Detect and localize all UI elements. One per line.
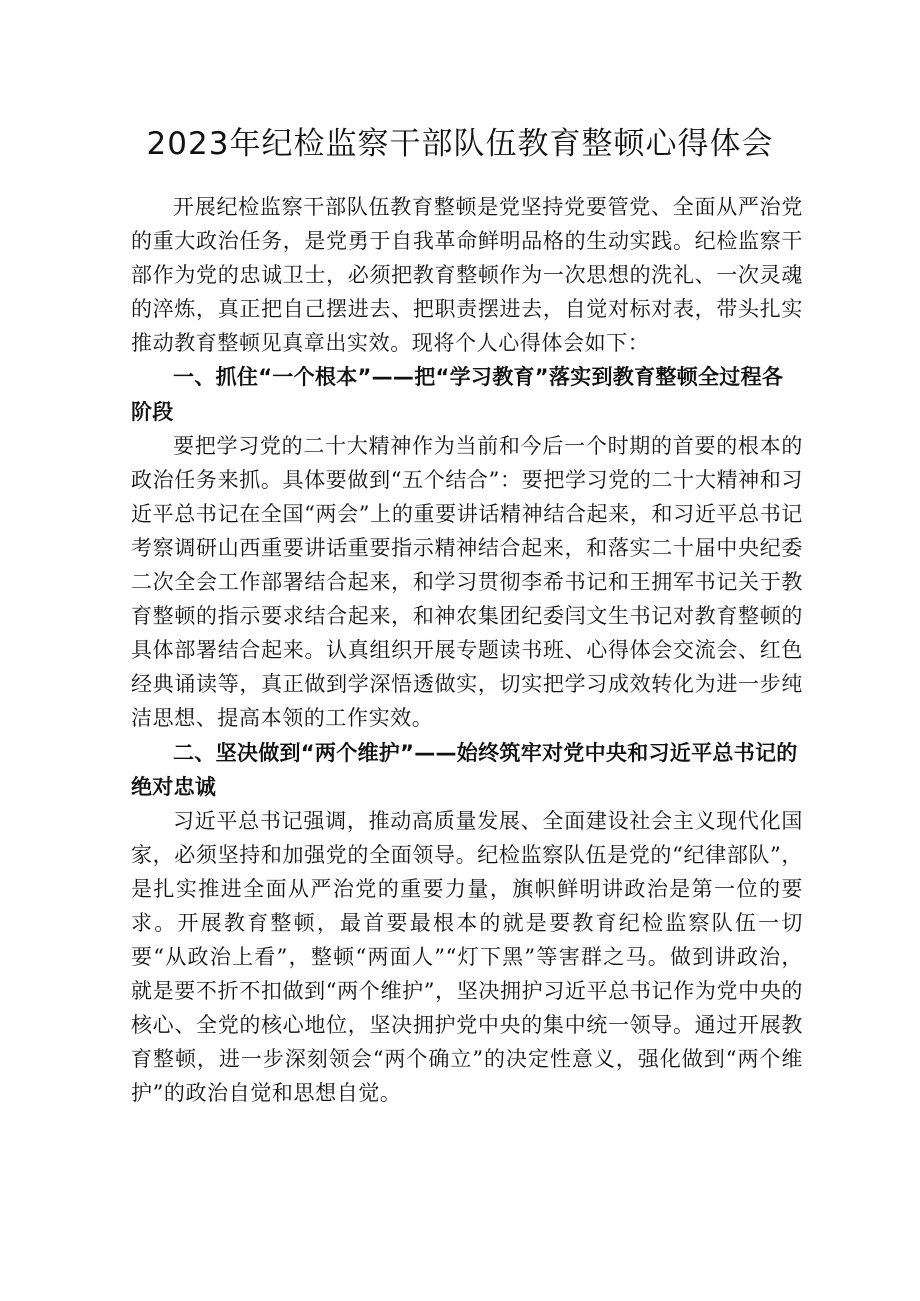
document-body	[131, 190, 803, 1111]
section-body-1: 要把学习党的二十大精神作为当前和今后一个时期的首要的根本的政治任务来抓。具体要做到“五个结合”：要把学习党的二十大精神和习近平总书记在全国“两会”上的重要讲话精神结合起来，和习近平总书记考察调研山西重要讲话重要指示精神结合起来，和落实二十届中央纪委二次全会工作部署结合起来，和学习贯彻李希书记和王拥军书记关于教育整顿的指示要求结合起来，和神农集团纪委闫文生书记对教育整顿的具体部署结合起来。认真组织开展专题读书班、心得体会交流会、红色经典诵读等，真正做到学深悟透做实，切实把学习成效转化为进一步纯洁思想、提高本领的工作实效。	[131, 433, 803, 731]
section-heading-1: 一、抓住“一个根本”——把“学习教育”落实到教育整顿全过程各阶段	[131, 365, 784, 424]
section-body-2: 习近平总书记强调，推动高质量发展、全面建设社会主义现代化国家，必须坚持和加强党的全面领导。纪检监察队伍是党的“纪律部队”，是扎实推进全面从严治党的重要力量，旗帜鲜明讲政治是第一位的要求。开展教育整顿，最首要最根本的就是要教育纪检监察队伍一切要“从政治上看”，整顿“两面人”“灯下黑”等害群之马。做到讲政治，就是要不折不扣做到“两个维护”，坚决拥护习近平总书记作为党中央的核心、全党的核心地位，坚决拥护党中央的集中统一领导。通过开展教育整顿，进一步深刻领会“两个确立”的决定性意义，强化做到“两个维护”的政治自觉和思想自觉。	[131, 808, 803, 1106]
document-title: 2023年纪检监察干部队伍教育整顿心得体会	[146, 126, 774, 162]
section-heading-2: 二、坚决做到“两个维护”——始终筑牢对党中央和习近平总书记的绝对忠诚	[131, 740, 798, 799]
intro-paragraph: 开展纪检监察干部队伍教育整顿是党坚持党要管党、全面从严治党的重大政治任务，是党勇于自我革命鲜明品格的生动实践。纪检监察干部作为党的忠诚卫士，必须把教育整顿作为一次思想的洗礼、一次灵魂的淬炼，真正把自己摆进去、把职责摆进去，自觉对标对表，带头扎实推动教育整顿见真章出实效。现将个人心得体会如下：	[131, 195, 803, 356]
